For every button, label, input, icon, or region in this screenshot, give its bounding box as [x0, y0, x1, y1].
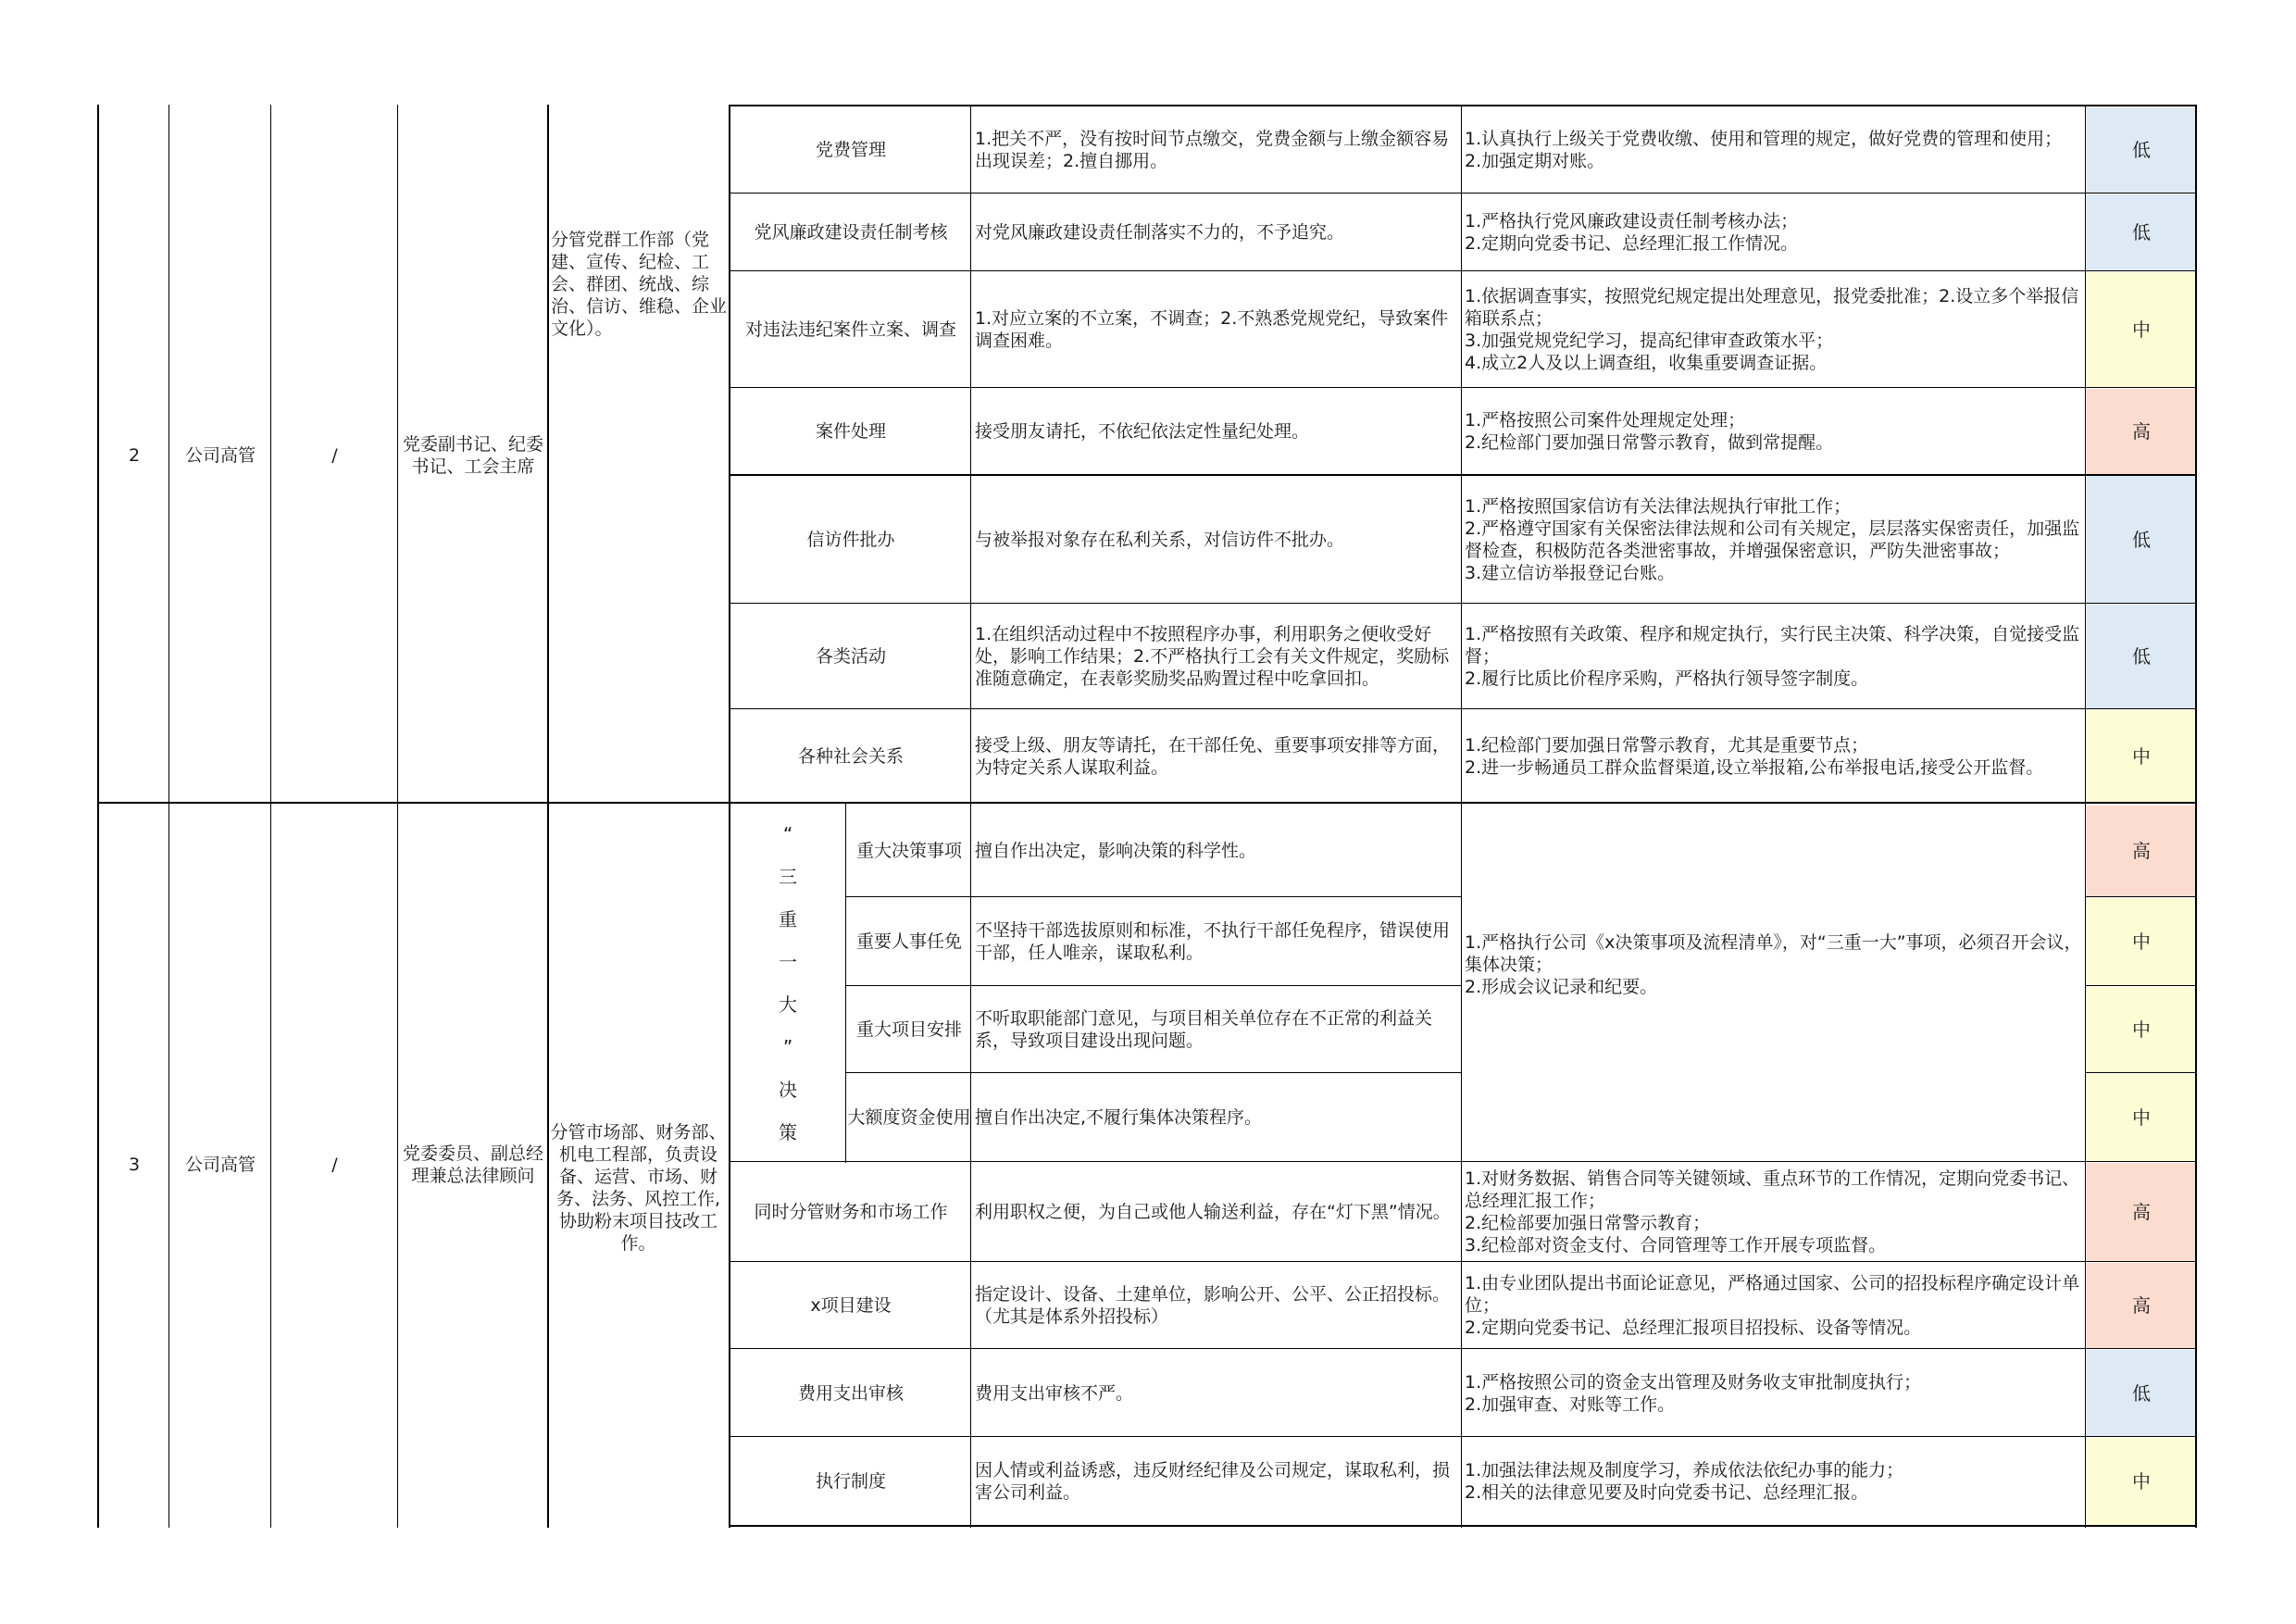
row3-item-measure: 1.由专业团队提出书面论证意见，严格通过国家、公司的招投标程序确定设计单位； 2.定期向党委书记、总经理汇报项目招投标、设备等情况。: [1465, 1273, 2080, 1338]
row3-item-risk: 指定设计、设备、土建单位，影响公开、公平、公正招投标。（尤其是体系外招投标）: [975, 1284, 1451, 1327]
row3-item-measure: 1.加强法律法规及制度学习，养成依法依纪办事的能力； 2.相关的法律意见要及时向党委书记、总经理汇报。: [1465, 1460, 1904, 1503]
row2-item-measure: 1.依据调查事实，按照党纪规定提出处理意见，报党委批准；2.设立多个举报信箱联系点； 3.加强党规党纪学习，提高纪律审查政策水平； 4.成立2人及以上调查组，收集重要调查证据。: [1465, 286, 2079, 373]
sanzhong-item-risk: 擅自作出决定,不履行集体决策程序。: [975, 1107, 1263, 1128]
row2-item-risk: 1.对应立案的不立案，不调查；2.不熟悉党规党纪，导致案件调查困难。: [975, 308, 1449, 351]
row2-item-matter: 对违法违纪案件立案、调查: [744, 319, 956, 340]
grid-line: [845, 896, 1462, 897]
sanzhong-item-matter: 大额度资金使用: [847, 1107, 971, 1128]
sanzhong-item-risk: 不坚持干部选拔原则和标准，不执行干部任免程序，错误使用干部，任人唯亲，谋取私利。: [975, 920, 1451, 963]
row2-position: 党委副书记、纪委书记、工会主席: [402, 433, 543, 477]
grid-line: [729, 474, 2197, 476]
risk-level-badge: 高: [2087, 1163, 2196, 1261]
grid-line: [270, 105, 271, 1528]
grid-line: [729, 1161, 2197, 1162]
grid-line: [729, 193, 2197, 194]
row2-item-matter: 信访件批办: [806, 529, 895, 550]
sanzhong-item-matter: 重大决策事项: [855, 841, 962, 861]
row2-item-risk: 1.在组织活动过程中不按照程序办事，利用职务之便收受好处，影响工作结果；2.不严格执行工会有关文件规定，奖励标准随意确定，在表彰奖励奖品购置过程中吃拿回扣。: [975, 624, 1450, 689]
row3-item-matter: 费用支出审核: [797, 1382, 904, 1404]
risk-level-badge: 高: [2087, 389, 2196, 474]
row3-level: 公司高管: [184, 1155, 256, 1175]
row3-item-measure: 1.对财务数据、销售合同等关键领域、重点环节的工作情况，定期向党委书记、总经理汇报工作； 2.纪检部要加强日常警示教育； 3.纪检部对资金支付、合同管理等工作开展专项监督。: [1465, 1168, 2080, 1255]
grid-line: [2085, 105, 2086, 1528]
row2-item-measure: 1.严格按照国家信访有关法律法规执行审批工作； 2.严格遵守国家有关保密法律法规和公司有关规定，层层落实保密责任，加强监督检查，积极防范各类泄密事故，并增强保密意识，严防失泄密事故； 3.建立信访举报登记台账。: [1465, 495, 2080, 583]
row2-scope: 分管党群工作部（党建、宣传、纪检、工会、群团、统战、综治、信访、维稳、企业文化）。: [551, 229, 728, 339]
grid-line: [2085, 985, 2197, 986]
sanzhong-item-matter: 重大项目安排: [855, 1019, 962, 1040]
row2-item-matter: 各种社会关系: [797, 745, 904, 767]
row2-item-risk: 1.把关不严，没有按时间节点缴交，党费金额与上缴金额容易出现误差；2.擅自挪用。: [975, 128, 1450, 171]
row2-slash: /: [331, 444, 338, 466]
sanzhong-item-risk: 不听取职能部门意见，与项目相关单位存在不正常的利益关系，导致项目建设出现问题。: [975, 1008, 1433, 1051]
risk-level-badge: 高: [2087, 806, 2196, 896]
row2-item-matter: 各类活动: [815, 646, 886, 667]
row3-item-risk: 利用职权之便，为自己或他人输送利益，存在“灯下黑”情况。: [975, 1202, 1451, 1222]
grid-line: [729, 1436, 2197, 1437]
grid-line: [729, 387, 2197, 388]
risk-level-badge: 中: [2087, 1438, 2196, 1525]
risk-level-badge: 低: [2087, 605, 2196, 708]
row3-item-measure: 1.严格按照公司的资金支出管理及财务收支审批制度执行； 2.加强审查、对账等工作。: [1465, 1371, 1922, 1415]
sanzhong-yida-label: “ 三 重 一 大 ” 决 策: [779, 823, 797, 1143]
grid-line: [729, 1348, 2197, 1349]
row2-item-measure: 1.严格按照有关政策、程序和规定执行，实行民主决策、科学决策，自觉接受监督； 2.履行比质比价程序采购，严格执行领导签字制度。: [1465, 624, 2080, 689]
row3-item-matter: 同时分管财务和市场工作: [754, 1202, 948, 1222]
row3-scope: 分管市场部、财务部、机电工程部，负责设备、运营、市场、财务、法务、风控工作,协助粉末项目技改工作。: [550, 1122, 727, 1254]
grid-line: [97, 105, 99, 1528]
grid-line: [729, 270, 2197, 271]
sanzhong-item-risk: 擅自作出决定，影响决策的科学性。: [975, 841, 1257, 861]
grid-line: [970, 105, 971, 1528]
grid-line: [729, 105, 2197, 106]
grid-line: [1461, 105, 1462, 1528]
row3-number: 3: [128, 1155, 141, 1175]
row2-item-matter: 党风廉政建设责任制考核: [754, 222, 948, 243]
row2-item-matter: 党费管理: [815, 139, 886, 160]
risk-level-badge: 低: [2087, 476, 2196, 603]
grid-line: [2195, 105, 2197, 1528]
row3-item-matter: x项目建设: [810, 1295, 892, 1316]
risk-level-badge: 低: [2087, 1350, 2196, 1436]
row3-item-risk: 费用支出审核不严。: [975, 1382, 1134, 1404]
row2-item-risk: 与被举报对象存在私利关系，对信访件不批办。: [975, 529, 1345, 550]
grid-line: [547, 105, 549, 1528]
row2-item-matter: 案件处理: [815, 421, 886, 442]
grid-line: [2085, 896, 2197, 897]
risk-level-badge: 中: [2087, 272, 2196, 387]
risk-level-badge: 中: [2087, 898, 2196, 985]
row3-item-matter: 执行制度: [815, 1471, 886, 1492]
sanzhong-item-matter: 重要人事任免: [855, 931, 962, 952]
row2-item-measure: 1.纪检部门要加强日常警示教育，尤其是重要节点； 2.进一步畅通员工群众监督渠道,设立举报箱,公布举报电话,接受公开监督。: [1465, 734, 2044, 778]
grid-line: [168, 105, 169, 1528]
row2-level: 公司高管: [184, 444, 256, 466]
row3-position: 党委委员、副总经理兼总法律顾问: [402, 1143, 543, 1186]
risk-level-badge: 中: [2087, 710, 2196, 802]
risk-level-badge: 中: [2087, 987, 2196, 1072]
row2-item-risk: 对党风廉政建设责任制落实不力的，不予追究。: [975, 222, 1345, 243]
row2-item-measure: 1.严格按照公司案件处理规定处理； 2.纪检部门要加强日常警示教育，做到常提醒。: [1465, 410, 1834, 453]
grid-line: [729, 1525, 2197, 1527]
grid-line: [729, 708, 2197, 709]
risk-level-badge: 低: [2087, 194, 2196, 270]
row2-number: 2: [128, 444, 141, 466]
grid-line: [397, 105, 398, 1528]
risk-level-badge: 中: [2087, 1074, 2196, 1161]
grid-line: [97, 802, 2197, 804]
grid-line: [845, 1072, 1462, 1073]
risk-level-badge: 高: [2087, 1263, 2196, 1348]
row3-item-risk: 因人情或利益诱惑，违反财经纪律及公司规定，谋取私利，损害公司利益。: [975, 1460, 1451, 1503]
grid-line: [729, 603, 2197, 604]
row2-item-measure: 1.认真执行上级关于党费收缴、使用和管理的规定，做好党费的管理和使用； 2.加强定期对账。: [1465, 128, 2063, 171]
grid-line: [2085, 1072, 2197, 1073]
row2-item-risk: 接受朋友请托，不依纪依法定性量纪处理。: [975, 421, 1310, 442]
risk-level-badge: 低: [2087, 107, 2196, 193]
row2-item-measure: 1.严格执行党风廉政建设责任制考核办法； 2.定期向党委书记、总经理汇报工作情况。: [1465, 211, 1799, 254]
sanzhong-measure: 1.严格执行公司《x决策事项及流程清单》，对“三重一大”事项，必须召开会议，集体决策； 2.形成会议记录和纪要。: [1465, 932, 2082, 997]
grid-line: [845, 985, 1462, 986]
grid-line: [845, 804, 846, 1163]
grid-line: [729, 105, 730, 1528]
row3-slash: /: [331, 1155, 338, 1175]
row2-item-risk: 接受上级、朋友等请托，在干部任免、重要事项安排等方面，为特定关系人谋取利益。: [975, 734, 1451, 778]
grid-line: [729, 1261, 2197, 1262]
